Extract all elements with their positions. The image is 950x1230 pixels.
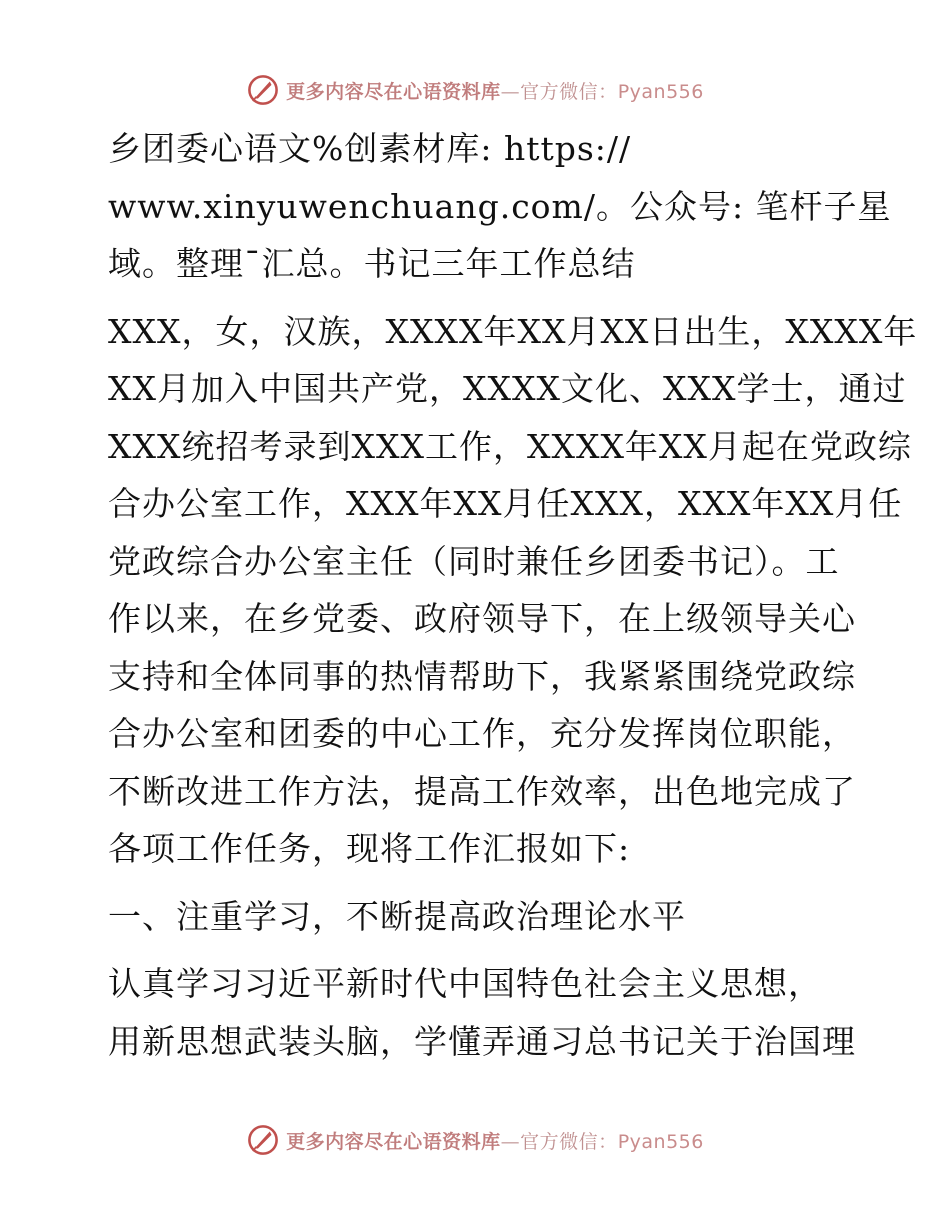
banner-dash: — (500, 80, 521, 103)
quill-logo-icon (246, 1123, 280, 1157)
paragraph-intro (96, 120, 892, 293)
text-line: 党政综合办公室主任（同时兼任乡团委书记）。工 (108, 541, 840, 581)
text-line: 合办公室工作，XXX年XX月任XXX，XXX年XX月任 (108, 484, 903, 523)
banner-brand: 更多内容尽在心语资料库 (286, 80, 501, 103)
text-line: 作以来，在乡党委、政府领导下，在上级领导关心 (108, 599, 856, 638)
banner-handle: Pyan556 (617, 1130, 704, 1153)
text-line: 认真学习习近平新时代中国特色社会主义思想， (108, 964, 822, 1003)
text-line: 各项工作任务，现将工作汇报如下: (108, 829, 631, 868)
banner-brand: 更多内容尽在心语资料库 (286, 1130, 501, 1153)
paragraph-profile (96, 303, 918, 878)
text-line: www.xinyuwenchuang.com/。公众号: 笔杆子星 (108, 186, 892, 226)
text-line: XXX，女，汉族，XXXX年XX月XX日出生，XXXX年 (108, 311, 918, 351)
text-line: XX月加入中国共产党，XXXX文化、XXX学士，通过 (108, 369, 907, 408)
text-line: 用新思想武装头脑，学懂弄通习总书记关于治国理 (108, 1021, 856, 1061)
banner-wechat-label: 官方微信： (520, 1130, 618, 1153)
paragraph-study (96, 955, 856, 1070)
text-line: 域。整理¯汇总。书记三年工作总结 (108, 244, 636, 283)
banner-text (286, 1127, 704, 1154)
quill-logo-icon (246, 73, 280, 107)
text-line: 支持和全体同事的热情帮助下，我紧紧围绕党政综 (108, 656, 856, 696)
section-heading (96, 888, 856, 946)
banner-wechat-label: 官方微信： (520, 80, 618, 103)
text-line: XXX统招考录到XXX工作，XXXX年XX月起在党政综 (108, 426, 912, 466)
banner-handle: Pyan556 (617, 80, 704, 103)
footer-watermark-banner (0, 1120, 950, 1160)
text-line: 乡团委心语文%创素材库: https:// (108, 129, 632, 168)
text-line: 不断改进工作方法，提高工作效率，出色地完成了 (108, 771, 856, 811)
banner-dash: — (500, 1130, 521, 1153)
text-line: 合办公室和团委的中心工作，充分发挥岗位职能， (108, 714, 856, 753)
header-watermark-banner (0, 70, 950, 110)
document-body (96, 120, 918, 1080)
banner-text (286, 77, 704, 104)
heading-line: 一、注重学习，不断提高政治理论水平 (108, 896, 686, 936)
